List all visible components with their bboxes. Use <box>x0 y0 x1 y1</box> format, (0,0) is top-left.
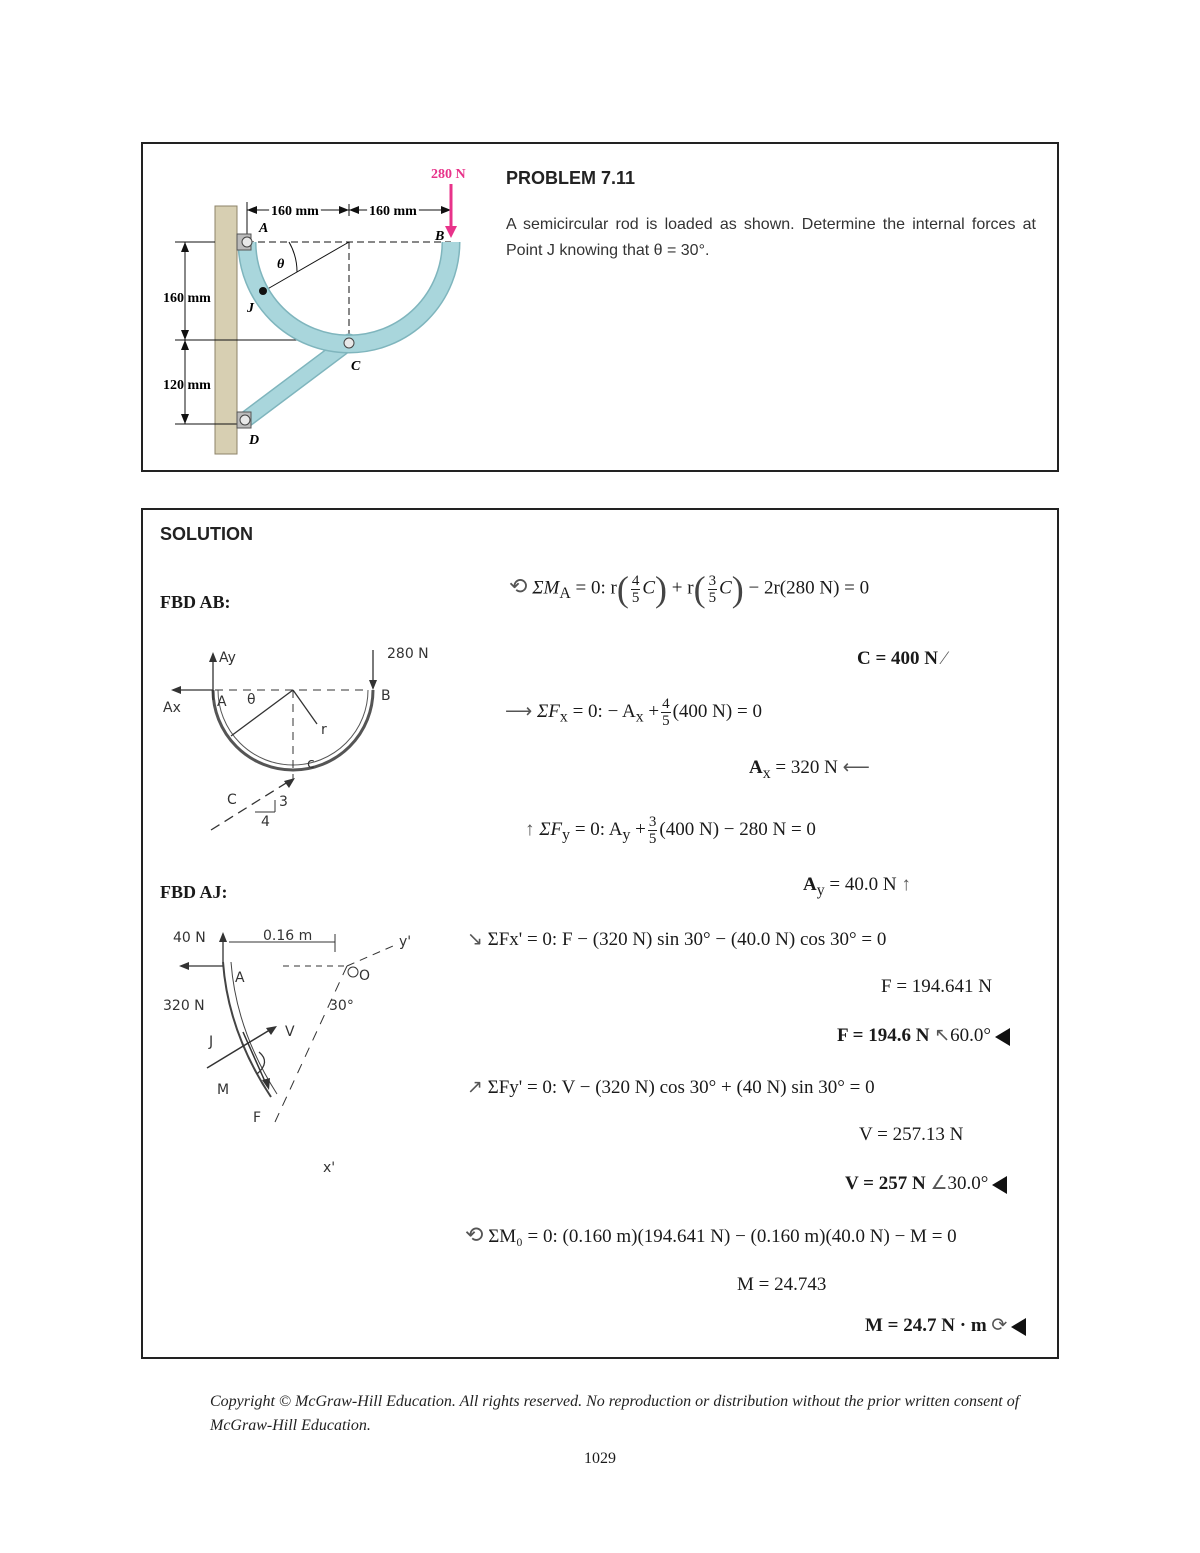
svg-text:A: A <box>235 970 245 986</box>
pin-d-icon <box>240 415 250 425</box>
equation-moment-o: ⟲ ΣM₀ = 0: (0.160 m)(194.641 N) − (0.160 m)(40.0 N) − M = 0 <box>465 1222 957 1247</box>
result-m: M = 24.7 N · m ⟳ <box>865 1314 1026 1337</box>
svg-text:B: B <box>435 229 445 244</box>
answer-marker-icon <box>1011 1318 1026 1336</box>
svg-text:320 N: 320 N <box>163 998 205 1014</box>
result-f-exact: F = 194.641 N <box>881 976 993 997</box>
problem-box <box>141 142 1059 472</box>
svg-text:Ax: Ax <box>163 700 181 716</box>
fbd-aj-label: FBD AJ: <box>160 882 228 902</box>
dim-left-upper: 160 mm <box>163 291 211 306</box>
svg-text:A: A <box>259 221 269 236</box>
svg-text:4: 4 <box>261 814 270 830</box>
load-label: 280 N <box>431 167 466 182</box>
svg-text:D: D <box>249 433 260 448</box>
svg-text:θ: θ <box>247 692 256 708</box>
svg-text:c: c <box>307 756 315 772</box>
svg-text:280 N: 280 N <box>387 646 429 662</box>
page-number: 1029 <box>584 1450 616 1467</box>
svg-text:40 N: 40 N <box>173 930 206 946</box>
result-v: V = 257 N ∠30.0° <box>845 1172 1007 1195</box>
svg-text:x': x' <box>323 1160 336 1176</box>
svg-text:J: J <box>209 1034 214 1050</box>
problem-title: PROBLEM 7.11 <box>506 168 636 188</box>
dim-top-right: 160 mm <box>369 204 417 219</box>
wall <box>215 206 237 454</box>
right-arrow-icon: ⟶ <box>505 700 533 722</box>
result-f: F = 194.6 N ↖60.0° <box>837 1024 1010 1047</box>
moment-arrow-icon: ⟲ <box>509 573 528 599</box>
point-j-dot <box>259 287 267 295</box>
left-arrow-icon: ⟵ <box>842 757 870 778</box>
result-v-exact: V = 257.13 N <box>859 1124 964 1145</box>
up-arrow-icon: ↑ <box>525 818 535 840</box>
dim-top-left: 160 mm <box>271 204 319 219</box>
solution-title: SOLUTION <box>160 524 253 544</box>
svg-text:3: 3 <box>279 794 288 810</box>
problem-figure <box>143 144 503 470</box>
svg-text:r: r <box>321 722 327 738</box>
svg-text:C: C <box>351 359 361 374</box>
answer-marker-icon <box>992 1176 1007 1194</box>
result-ax: $A_x = 320$ N ⟵ <box>749 757 870 782</box>
solution-box <box>141 508 1059 1359</box>
pin-c-icon <box>344 338 354 348</box>
svg-text:F: F <box>253 1110 262 1126</box>
equation-fx-prime: ↘ ΣFx' = 0: F − (320 N) sin 30° − (40.0 N) cos 30° = 0 <box>467 929 887 950</box>
svg-text:0.16 m: 0.16 m <box>263 928 313 944</box>
svg-text:y': y' <box>399 934 412 950</box>
dim-left-lower: 120 mm <box>163 378 211 393</box>
svg-text:J: J <box>247 301 254 316</box>
equation-fy-prime: ↗ ΣFy' = 0: V − (320 N) cos 30° + (40 N) sin 30° = 0 <box>467 1077 875 1098</box>
answer-marker-icon <box>995 1028 1010 1046</box>
equation-fx: ⟶ $\Sigma F_x = 0$: − $A_x$ + $\frac{4}{5}$ (400 N) = 0 <box>505 696 762 729</box>
equation-moment-a: ⟲ $\Sigma M_A = 0$: r( $\frac{4}{5}$ C) + r( $\frac{3}{5}$ C) − 2r(280 N) = 0 <box>509 569 870 609</box>
problem-text: A semicircular rod is loaded as shown. Determine the internal forces at Point J knowing that θ = 30°. <box>506 216 1036 259</box>
result-ay: $A_y = 40.0$ N ↑ <box>803 874 911 899</box>
svg-text:M: M <box>217 1082 230 1098</box>
fbd-aj-sketch <box>163 922 453 1192</box>
svg-text:θ: θ <box>277 257 285 272</box>
equation-fy: ↑ $\Sigma F_y = 0$: $A_y$ + $\frac{3}{5}$ (400 N) − 280 N = 0 <box>525 814 816 847</box>
svg-text:V: V <box>285 1024 295 1040</box>
up-arrow-icon: ↑ <box>901 874 911 895</box>
svg-text:O: O <box>359 968 371 984</box>
svg-text:B: B <box>381 688 391 704</box>
svg-text:C: C <box>227 792 237 808</box>
copyright-notice: Copyright © McGraw-Hill Education. All rights reserved. No reproduction or distribution without the prior written consent of McGraw-Hill Education. <box>210 1393 1020 1434</box>
fbd-ab-label: FBD AB: <box>160 592 231 612</box>
pin-a-icon <box>242 237 252 247</box>
fbd-ab-sketch <box>163 640 453 840</box>
svg-text:A: A <box>217 694 227 710</box>
svg-text:Ay: Ay <box>219 650 236 666</box>
svg-text:30°: 30° <box>329 998 354 1014</box>
result-c: C = 400 N ⁄ <box>857 648 946 669</box>
result-m-exact: M = 24.743 <box>737 1274 827 1295</box>
